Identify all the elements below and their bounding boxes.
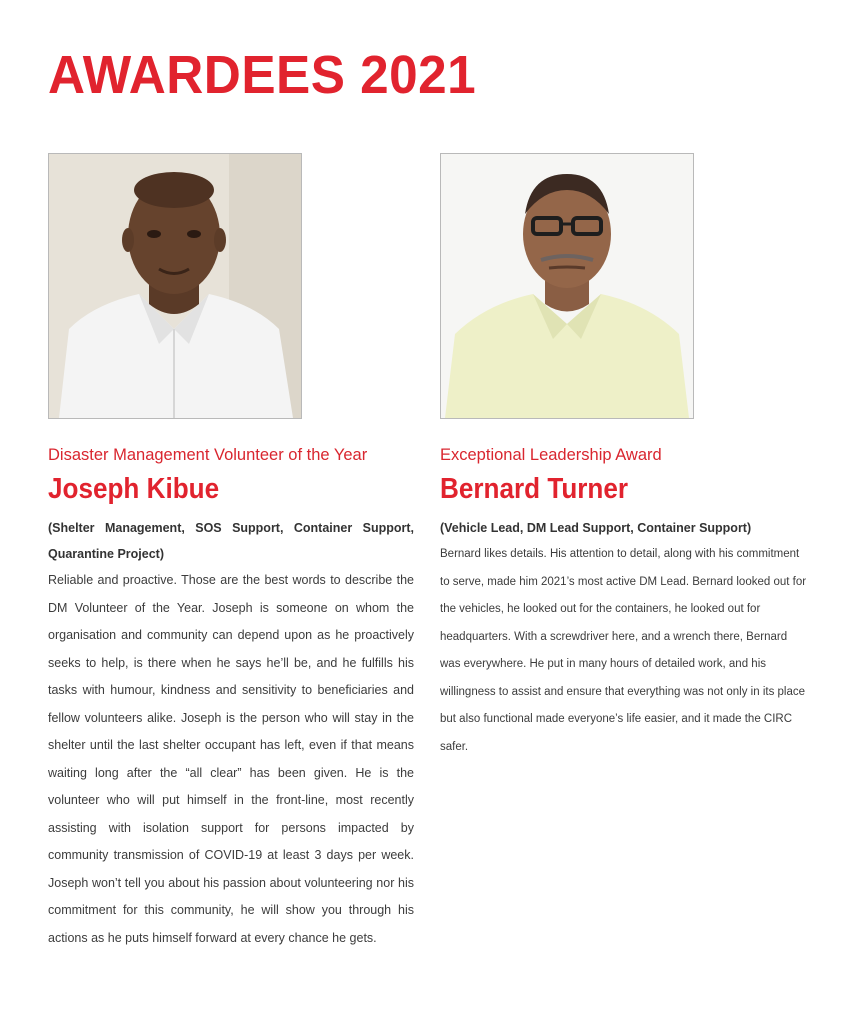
awardee-bio: Reliable and proactive. Those are the best words to describe the DM Volunteer of the Year. Joseph is someone on whom the organisation and community can depend upon as he proactively seeks to help, is there when he says he’ll be, and he fulfills his tasks with humour, kindness and sensitivity to beneficiaries and fellow volunteers alike. Joseph is the person who will stay in the shelter until the last shelter occupant has left, even if that means waiting long after the “all clear” has been given. He is the volunteer who will put himself in the front-line, most recently assisting with isolation support for persons impacted by community transmission of COVID-19 at least 3 days per week. Joseph won’t tell you about his passion about volunteering nor his commitment for this community, he will show you through his actions as he puts himself forward at every chance he gets. xyxy=(48,573,414,945)
awardee-card-joseph xyxy=(48,153,414,952)
award-title: Exceptional Leadership Award xyxy=(440,446,662,464)
portrait-illustration xyxy=(49,154,301,418)
portrait-photo-bernard xyxy=(440,153,694,419)
awardee-roles: (Vehicle Lead, DM Lead Support, Container Support) xyxy=(440,521,752,535)
awardee-bio: Bernard likes details. His attention to detail, along with his commitment to serve, made him 2021’s most active DM Lead. Bernard looked out for the vehicles, he looked out for the containers, he looked out for headquarters. With a screwdriver here, and a wrench there, Bernard was everywhere. He put in many hours of detailed work, and his willingness to assist and ensure that everything was not only in its place but also functional made everyone’s life easier, and it made the CIRC safer. xyxy=(440,548,807,753)
portrait-photo-joseph xyxy=(48,153,302,419)
awardee-name: Bernard Turner xyxy=(440,473,629,505)
awardee-roles: (Shelter Management, SOS Support, Container Support, Quarantine Project) xyxy=(48,521,414,561)
award-title: Disaster Management Volunteer of the Year xyxy=(48,446,368,464)
awardee-card-bernard xyxy=(440,153,808,761)
awardee-name: Joseph Kibue xyxy=(48,473,220,505)
portrait-illustration xyxy=(441,154,693,418)
page-title: AWARDEES 2021 xyxy=(48,45,477,105)
